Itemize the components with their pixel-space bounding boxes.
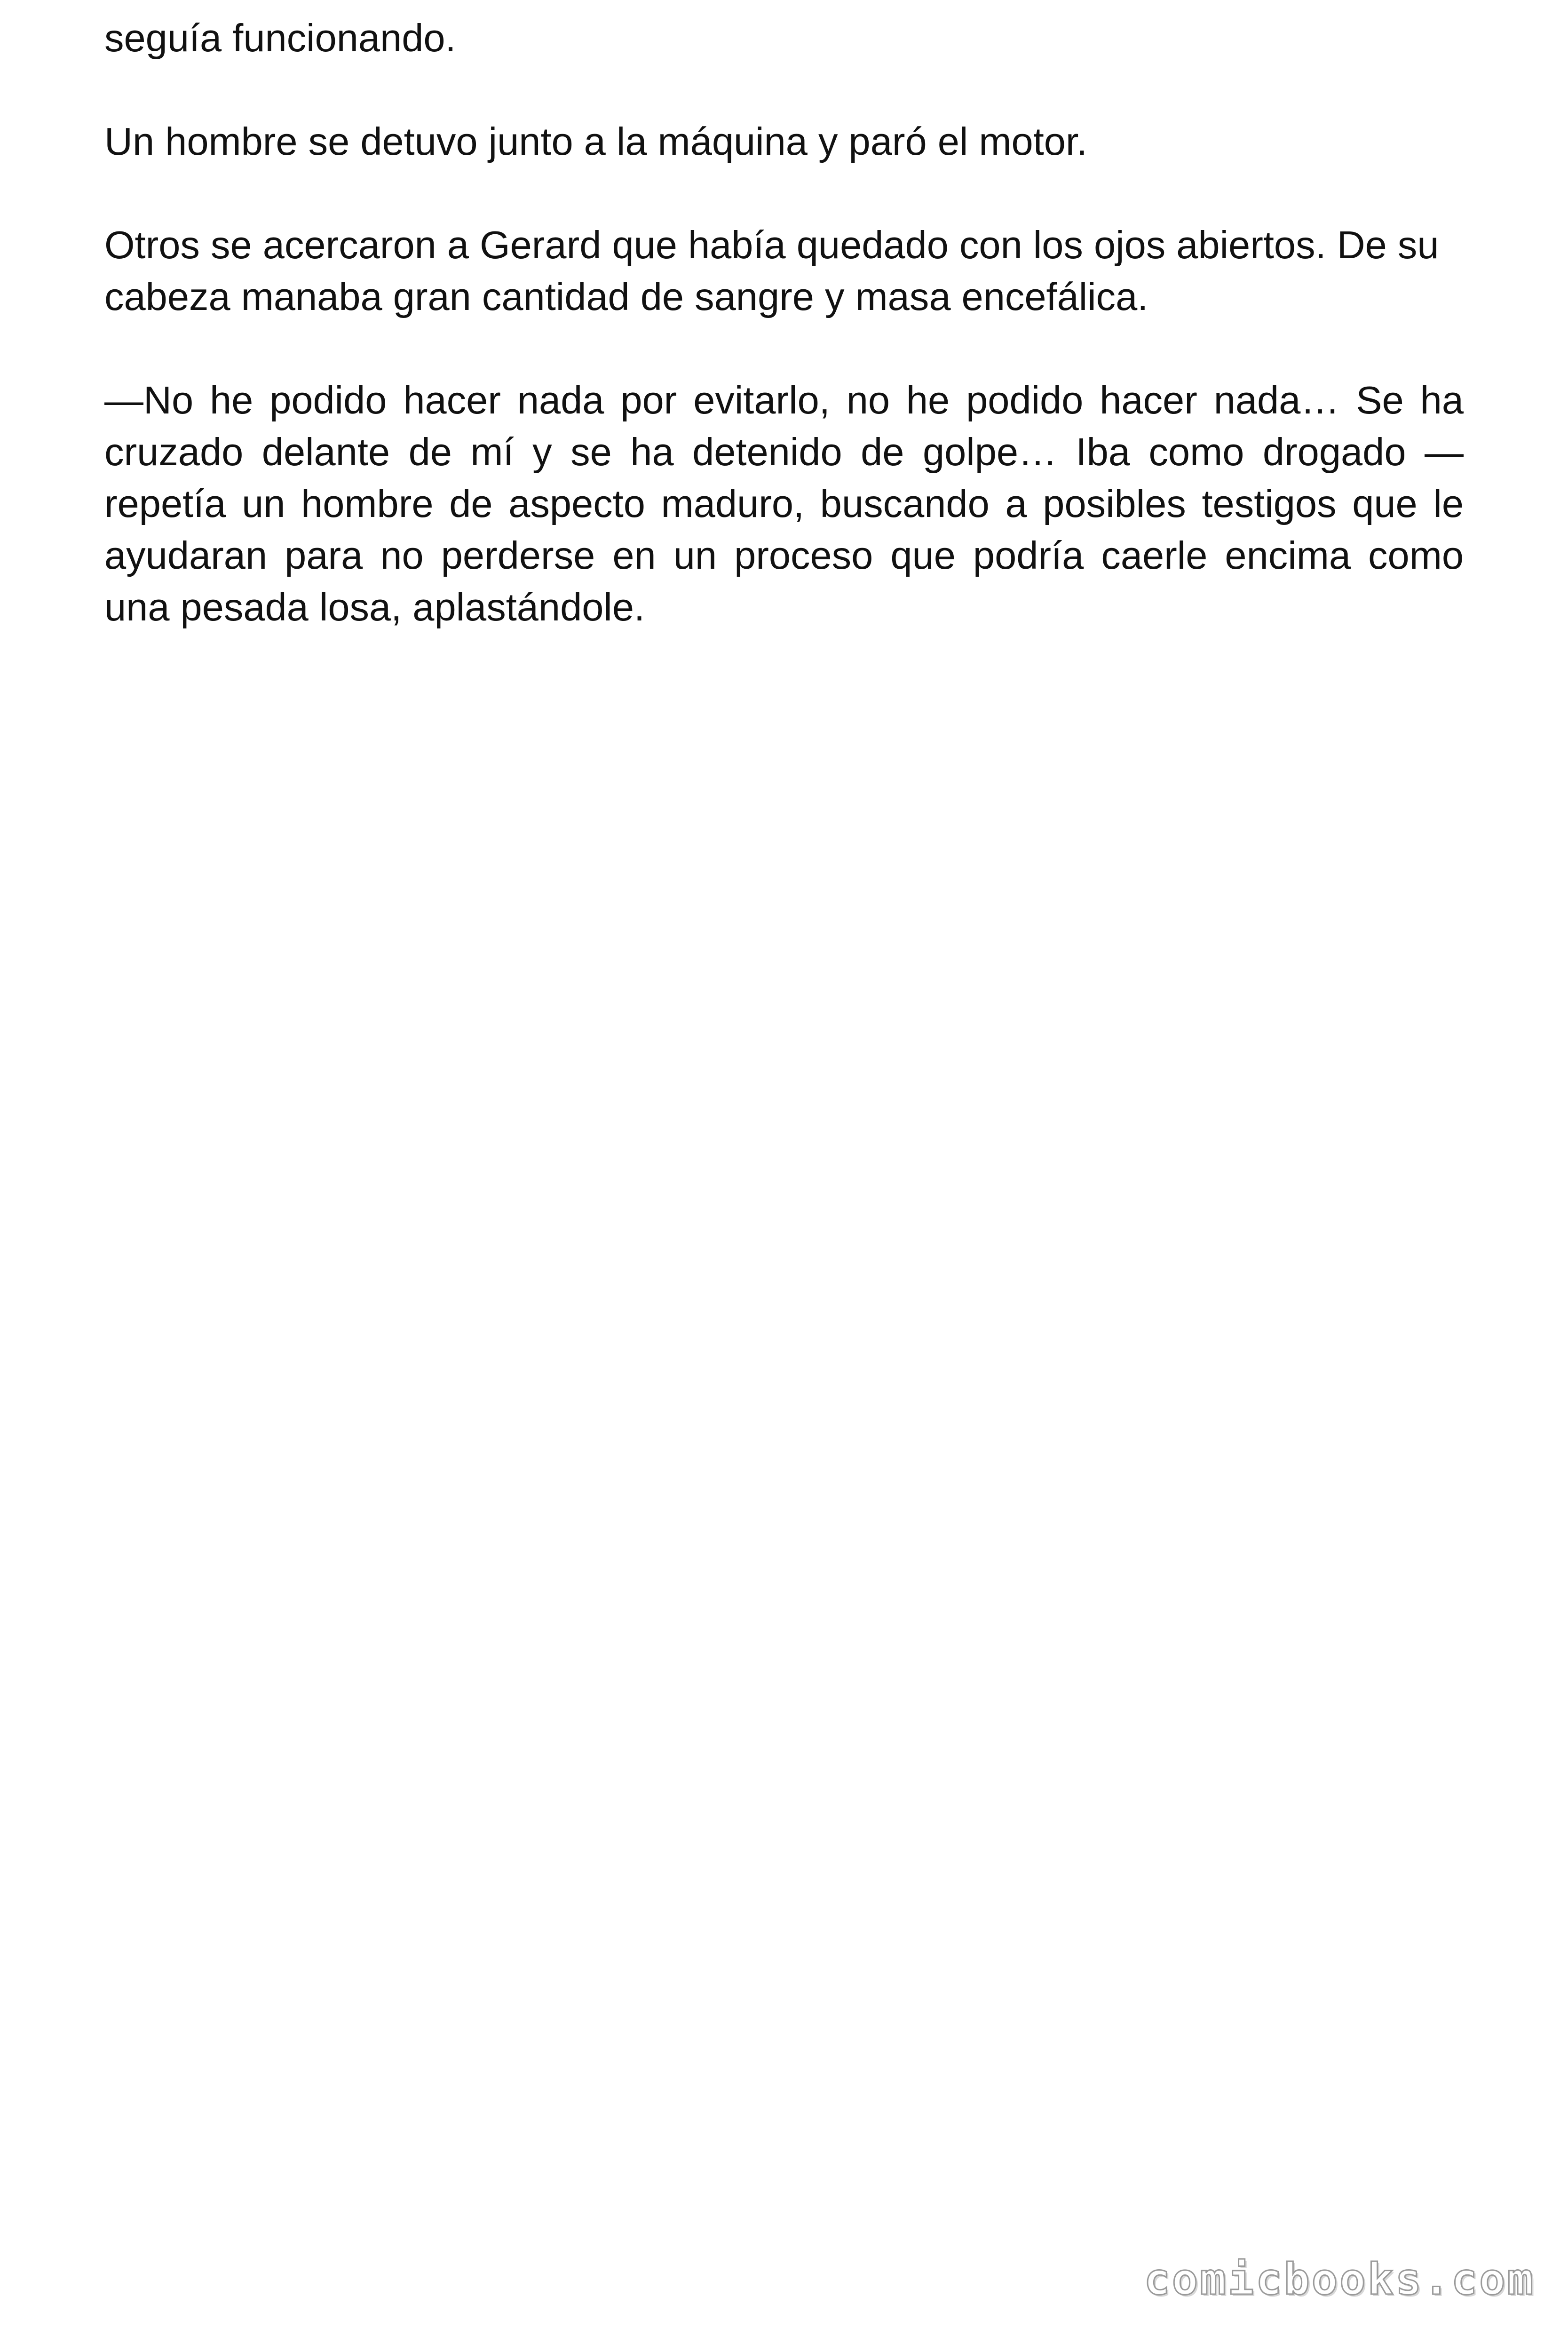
paragraph-2: Un hombre se detuvo junto a la máquina y paró el motor. [104,119,1088,163]
paragraph-3: Otros se acercaron a Gerard que había quedado con los ojos abiertos. De su cabeza manaba gran cantidad de sangre y masa encefálica. [104,223,1439,318]
paragraph-4: —No he podido hacer nada por evitarlo, no he podido hacer nada… Se ha cruzado delante de mí y se ha detenido de golpe… Iba como drogado —repetía un hombre de aspecto maduro, buscando a posibles testigos que le ayudaran para no perderse en un proceso que podría caerle encima como una pesada losa, aplastándole. [104,378,1464,629]
body-text [104,12,1464,685]
watermark-logo: comicbooks.com [1144,2254,1535,2304]
paragraph-1: seguía funcionando. [104,16,456,60]
